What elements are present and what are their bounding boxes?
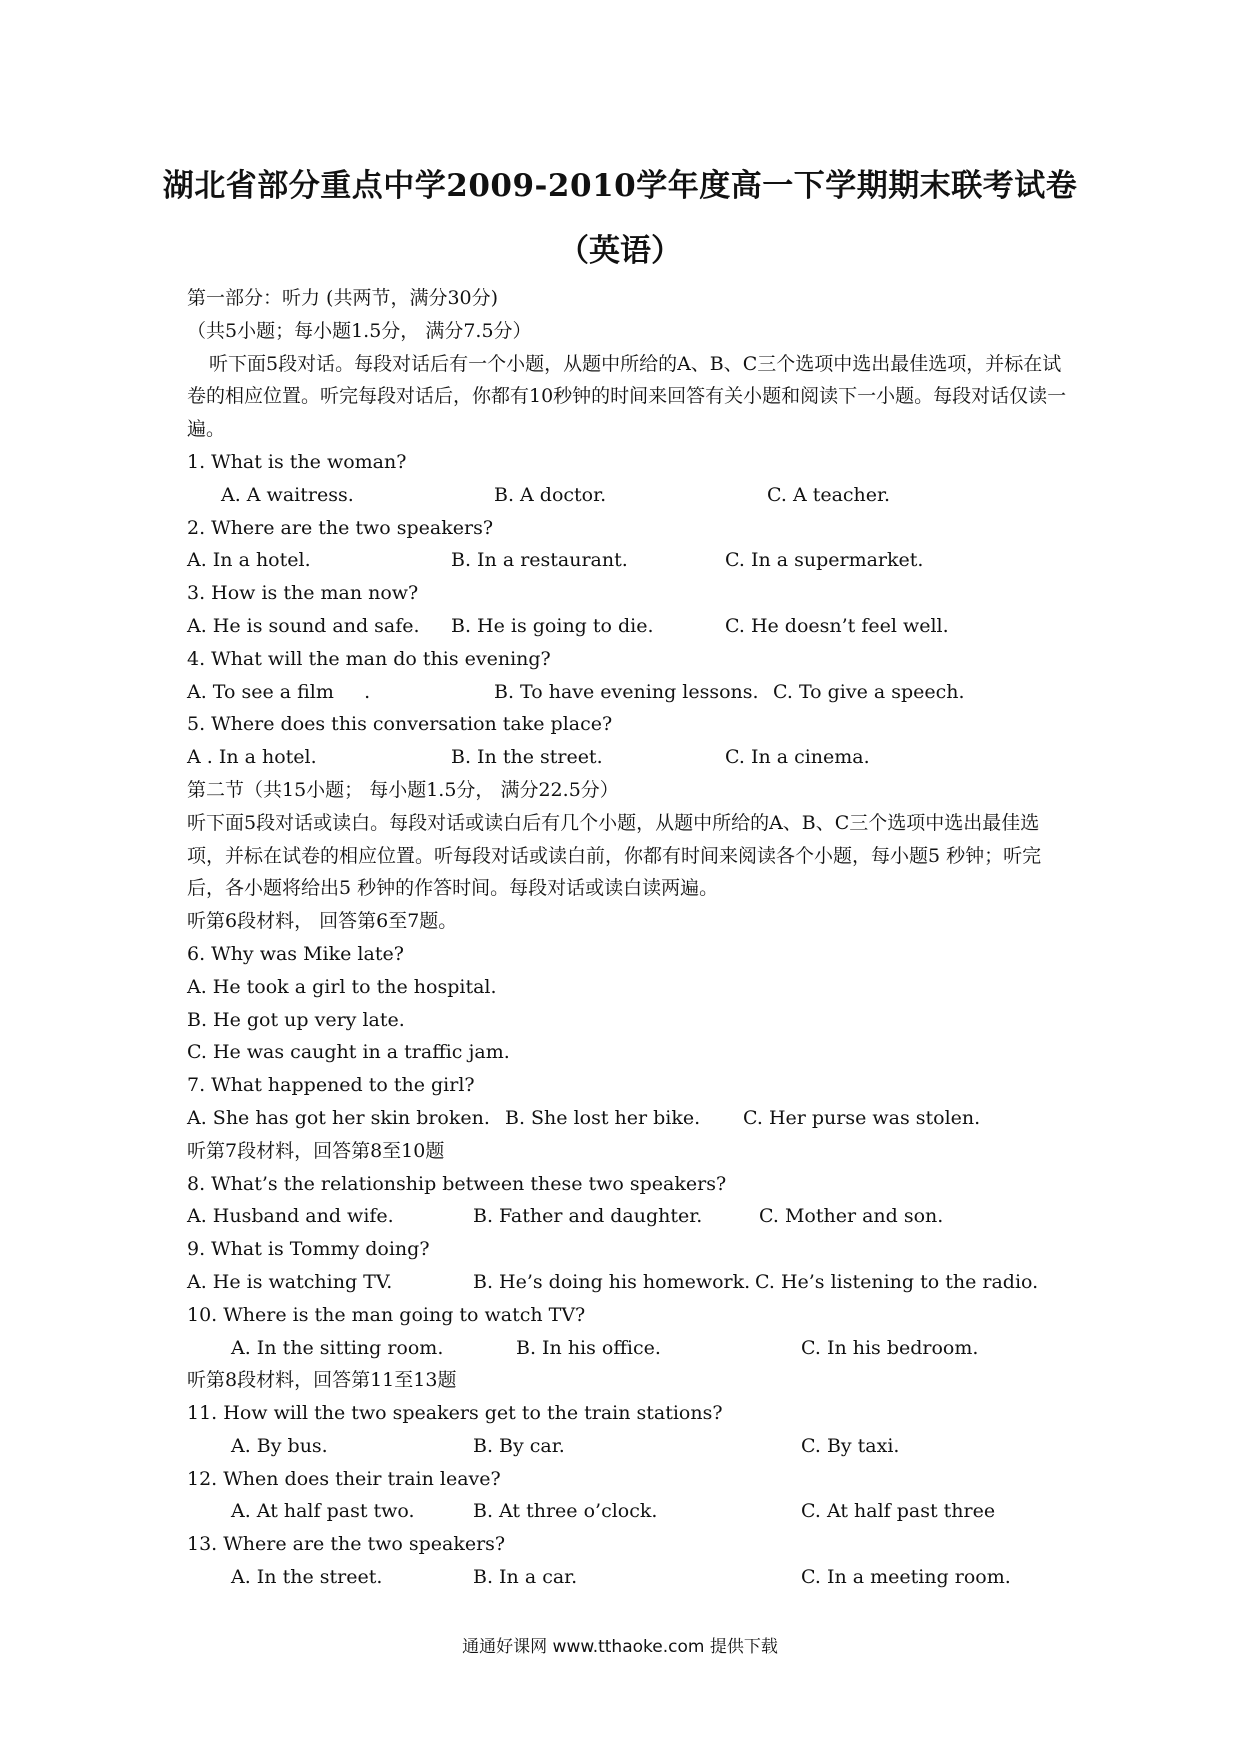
option-c: C. A teacher.: [767, 483, 891, 506]
option-c: C. Her purse was stolen.: [743, 1106, 981, 1129]
option-b: B. Father and daughter.: [473, 1205, 703, 1228]
option-a: A. Husband and wife.: [187, 1205, 394, 1228]
option-c: C. He’s listening to the radio.: [755, 1270, 1039, 1293]
question-options: [187, 676, 1067, 709]
option-a: A. In a hotel.: [187, 549, 311, 572]
question-stem: 4. What will the man do this evening?: [187, 647, 551, 670]
material-heading: 听第8段材料，回答第11至13题: [187, 1369, 457, 1392]
option-c: C. Mother and son.: [759, 1205, 944, 1228]
option-b: B. In the street.: [451, 746, 603, 769]
option-a: A. In the sitting room.: [231, 1336, 444, 1359]
question-options: [187, 544, 1067, 577]
option-b: B. She lost her bike.: [505, 1106, 701, 1129]
exam-body: [187, 282, 1067, 1594]
material-heading: 听第6段材料， 回答第6至7题。: [187, 910, 458, 933]
question-options: [187, 1332, 1067, 1365]
section2-instructions: 听下面5段对话或读白。每段对话或读白后有几个小题，从题中所给的A、B、C三个选项中选出最佳选项，并标在试卷的相应位置。听每段对话或读白前，你都有时间来阅读各个小题，每小题5 秒钟；听完后，各小题将给出5 秒钟的作答时间。每段对话或读白读两遍。: [187, 811, 1042, 900]
option-b: B. He’s doing his homework.: [473, 1270, 751, 1293]
option-b: B. To have evening lessons.: [494, 680, 759, 703]
exam-subtitle: （英语）: [558, 233, 682, 269]
question-stem: 5. Where does this conversation take place?: [187, 713, 613, 736]
question-stem: 11. How will the two speakers get to the train stations?: [187, 1402, 723, 1425]
option-c: C. In a meeting room.: [801, 1566, 1011, 1589]
option-a: A. He is watching TV.: [187, 1270, 393, 1293]
question-options: [187, 1102, 1067, 1135]
option-c: C. In a cinema.: [725, 746, 870, 769]
question-options: [187, 610, 1067, 643]
question-options: [187, 479, 1067, 512]
option-b: B. In a car.: [473, 1566, 578, 1589]
material-heading: 听第7段材料，回答第8至10题: [187, 1139, 445, 1162]
question-options: [187, 741, 1067, 774]
part1-heading: 第一部分：听力 (共两节，满分30分): [187, 287, 499, 309]
option-a: A. A waitress.: [221, 483, 354, 506]
option-a: A . In a hotel.: [187, 746, 317, 769]
option-b: B. By car.: [473, 1434, 565, 1457]
question-stem: 6. Why was Mike late?: [187, 942, 404, 965]
question-options: [187, 1430, 1067, 1463]
option-a: A. To see a film .: [187, 680, 371, 703]
option-b: B. He got up very late.: [187, 1008, 405, 1031]
question-options: [187, 1200, 1067, 1233]
footer-source: 通通好课网 www.tthaoke.com 提供下载: [462, 1637, 778, 1657]
option-a: A. She has got her skin broken.: [187, 1106, 490, 1129]
section1-heading: （共5小题；每小题1.5分， 满分7.5分）: [187, 319, 532, 342]
option-b: B. A doctor.: [494, 483, 607, 506]
exam-title: 湖北省部分重点中学2009-2010学年度高一下学期期末联考试卷: [162, 168, 1078, 204]
question-options: [187, 1495, 1067, 1528]
option-c: C. To give a speech.: [773, 680, 965, 703]
option-c: C. He was caught in a traffic jam.: [187, 1041, 510, 1064]
question-stem: 1. What is the woman?: [187, 450, 407, 473]
question-stem: 9. What is Tommy doing?: [187, 1238, 430, 1261]
option-a: A. He took a girl to the hospital.: [187, 975, 497, 998]
option-c: C. By taxi.: [801, 1434, 900, 1457]
section1-instructions: 听下面5段对话。每段对话后有一个小题，从题中所给的A、B、C三个选项中选出最佳选项，并标在试卷的相应位置。听完每段对话后，你都有10秒钟的时间来回答有关小题和阅读下一小题。每段对话仅读一遍。: [187, 352, 1067, 441]
option-a: A. At half past two.: [231, 1500, 415, 1523]
option-c: C. At half past three: [801, 1500, 996, 1523]
option-b: B. He is going to die.: [451, 614, 654, 637]
question-stem: 2. Where are the two speakers?: [187, 516, 494, 539]
option-c: C. He doesn’t feel well.: [725, 614, 949, 637]
question-stem: 10. Where is the man going to watch TV?: [187, 1303, 586, 1326]
question-stem: 13. Where are the two speakers?: [187, 1533, 506, 1556]
question-stem: 3. How is the man now?: [187, 582, 419, 605]
option-a: A. He is sound and safe.: [187, 614, 420, 637]
question-options: [187, 1561, 1067, 1594]
option-b: B. At three o’clock.: [473, 1500, 658, 1523]
option-a: A. By bus.: [231, 1434, 328, 1457]
question-options: [187, 1266, 1067, 1299]
question-stem: 12. When does their train leave?: [187, 1467, 501, 1490]
section2-heading: 第二节（共15小题； 每小题1.5分， 满分22.5分）: [187, 778, 619, 801]
option-c: C. In his bedroom.: [801, 1336, 979, 1359]
option-a: A. In the street.: [231, 1566, 383, 1589]
option-c: C. In a supermarket.: [725, 549, 924, 572]
question-stem: 7. What happened to the girl?: [187, 1074, 475, 1097]
option-b: B. In his office.: [516, 1336, 661, 1359]
question-stem: 8. What’s the relationship between these two speakers?: [187, 1172, 727, 1195]
option-b: B. In a restaurant.: [451, 549, 628, 572]
